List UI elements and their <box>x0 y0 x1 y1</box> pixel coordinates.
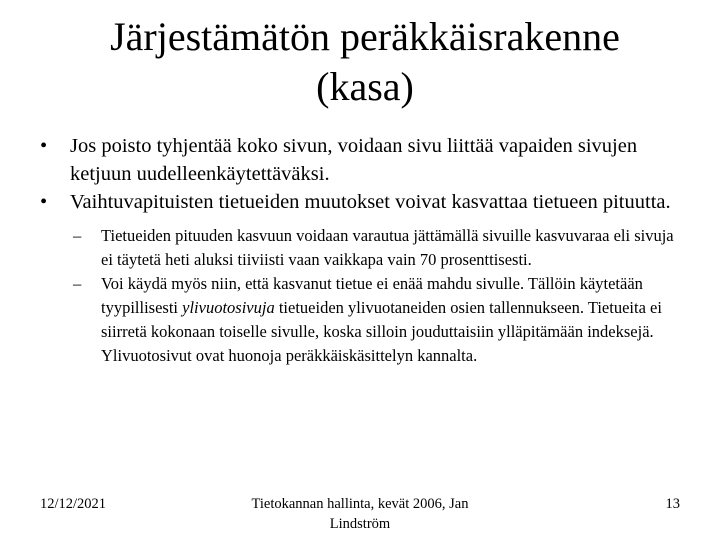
sub-bullet-text-part-1: Voi käydä myös niin, että kasvanut tietue ei enää mahdu sivulle. Tällöin käytetään tyypillisesti <box>101 274 643 317</box>
sub-bullet-list <box>40 224 680 368</box>
slide-title <box>40 12 690 112</box>
sub-bullet-marker: – <box>73 274 82 293</box>
slide-title-line-1: Järjestämätön peräkkäisrakenne <box>110 14 620 59</box>
bullet-text: Vaihtuvapituisten tietueiden muutokset voivat kasvattaa tietueen pituutta. <box>70 191 671 213</box>
footer-date: 12/12/2021 <box>40 496 107 512</box>
sub-bullet-item <box>40 224 680 272</box>
slide-title-line-2: (kasa) <box>316 64 414 109</box>
bullet-item <box>40 132 680 188</box>
slide-content <box>40 132 680 368</box>
sub-bullet-text: Tietueiden pituuden kasvuun voidaan varautua jättämällä sivuille kasvuvaraa eli sivuja ei täytetä heti aluksi tiiviisti vaan vaikkapa vain 70 prosenttisesti. <box>101 226 674 269</box>
bullet-item <box>40 188 680 216</box>
bullet-marker: • <box>40 135 48 157</box>
footer-course-info <box>235 494 485 534</box>
sub-bullet-item <box>40 272 680 368</box>
sub-bullet-marker: – <box>73 226 82 245</box>
bullet-marker: • <box>40 191 48 213</box>
emphasized-term: ylivuotosivuja <box>182 298 275 317</box>
sub-bullet-text-part-2: tietueiden ylivuotaneiden osien tallennukseen. Tietueita ei siirretä kokonaan toiselle sivulle, koska silloin jouduttaisiin ylläpitämään indeksejä. Ylivuotosivut ovat huonoja peräkkäiskäsittelyn kannalta. <box>101 298 662 365</box>
footer-course-line-2: Lindström <box>329 516 391 532</box>
footer-page-number: 13 <box>665 496 680 512</box>
footer-course-line-1: Tietokannan hallinta, kevät 2006, Jan <box>251 496 469 512</box>
bullet-text: Jos poisto tyhjentää koko sivun, voidaan sivu liittää vapaiden sivujen ketjuun uudelleenkäytettäväksi. <box>70 135 638 185</box>
